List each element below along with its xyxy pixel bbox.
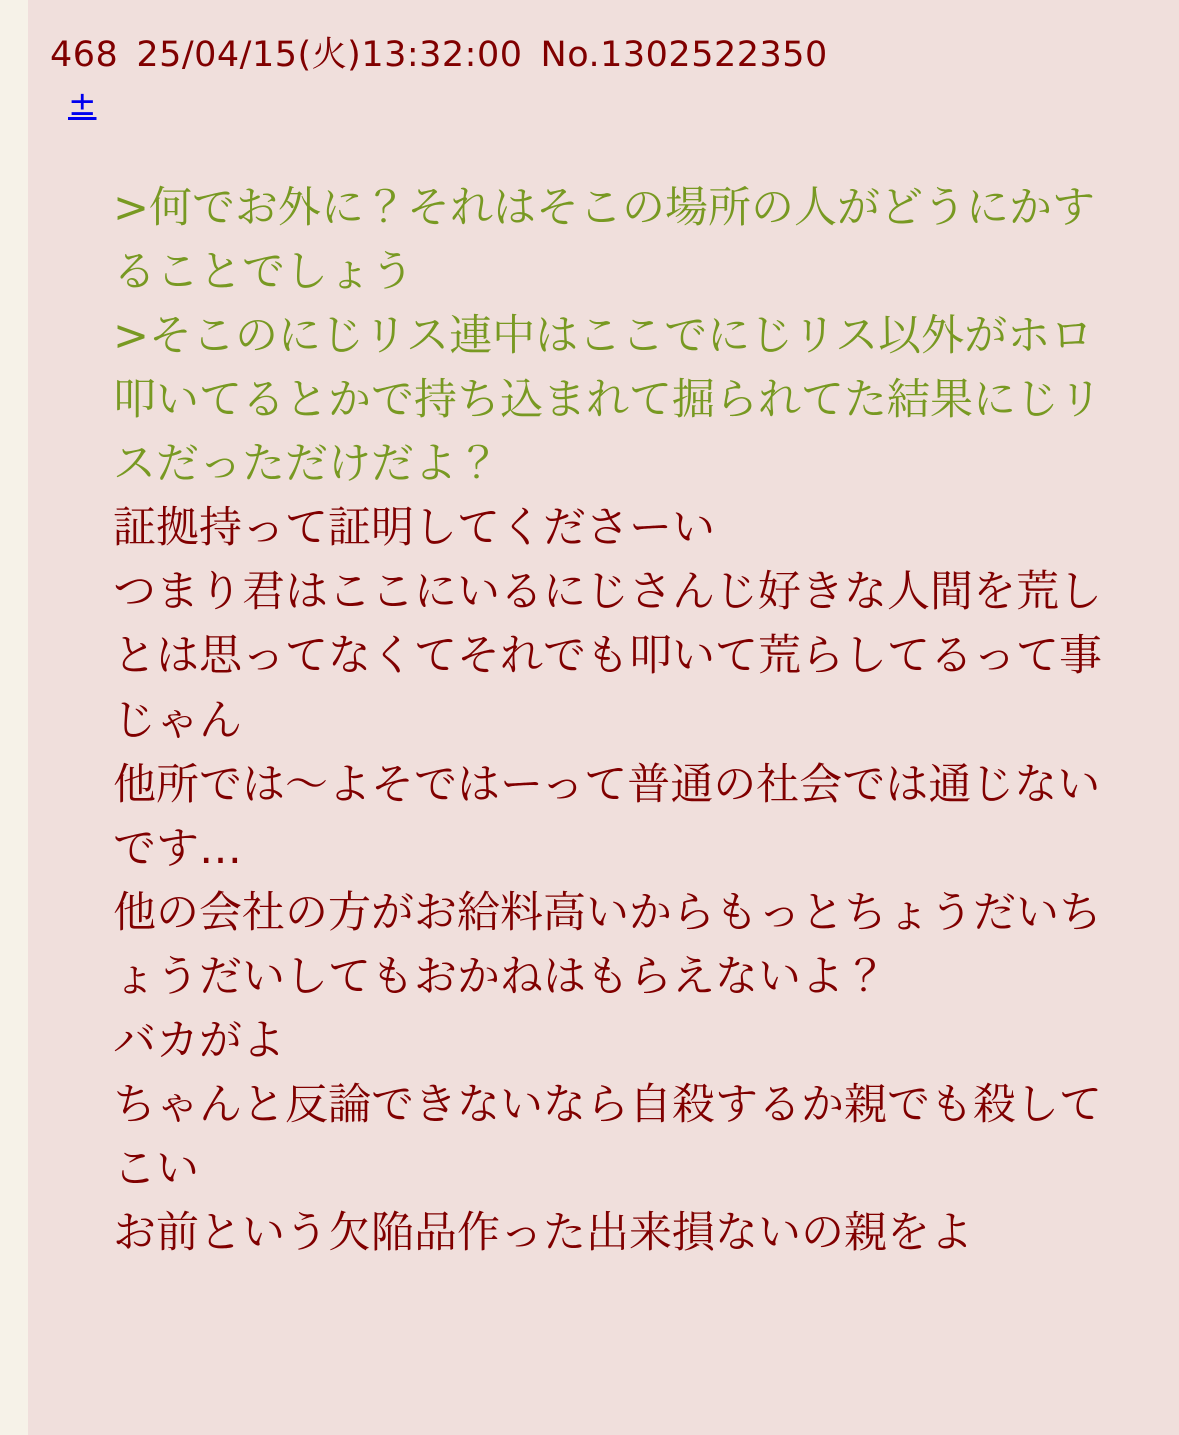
post-body bbox=[28, 176, 1179, 1265]
post-line: 他所では〜よそではーって普通の社会では通じないです… bbox=[113, 759, 1101, 874]
expand-toggle-link[interactable]: ± bbox=[68, 84, 97, 124]
expand-row bbox=[28, 76, 1179, 124]
post-number: 468 bbox=[50, 35, 119, 75]
post-line: つまり君はここにいるにじさんじ好きな人間を荒しとは思ってなくてそれでも叩いて荒らしてるって事じゃん bbox=[113, 567, 1102, 746]
post-line: 他の会社の方がお給料高いからもっとちょうだいちょうだいしてもおかねはもらえないよ？ bbox=[113, 887, 1102, 1002]
post-line: お前という欠陥品作った出来損ないの親をよ bbox=[113, 1208, 973, 1258]
post-container bbox=[28, 0, 1179, 1435]
post-line: >何でお外に？それはそこの場所の人がどうにかすることでしょう bbox=[113, 183, 1096, 298]
post-line: バカがよ bbox=[113, 1015, 285, 1066]
post-date: 25/04/15(火)13:32:00 bbox=[136, 35, 523, 75]
post-line: 証拠持って証明してくださーい bbox=[113, 503, 715, 554]
post-id: No.1302522350 bbox=[540, 35, 828, 75]
post-header bbox=[28, 24, 1179, 76]
post-line: ちゃんと反論できないなら自殺するか親でも殺してこい bbox=[113, 1079, 1102, 1194]
post-line: >そこのにじリス連中はここでにじリス以外がホロ叩いてるとかで持ち込まれて掘られてた結果にじリスだっただけだよ？ bbox=[113, 311, 1102, 490]
